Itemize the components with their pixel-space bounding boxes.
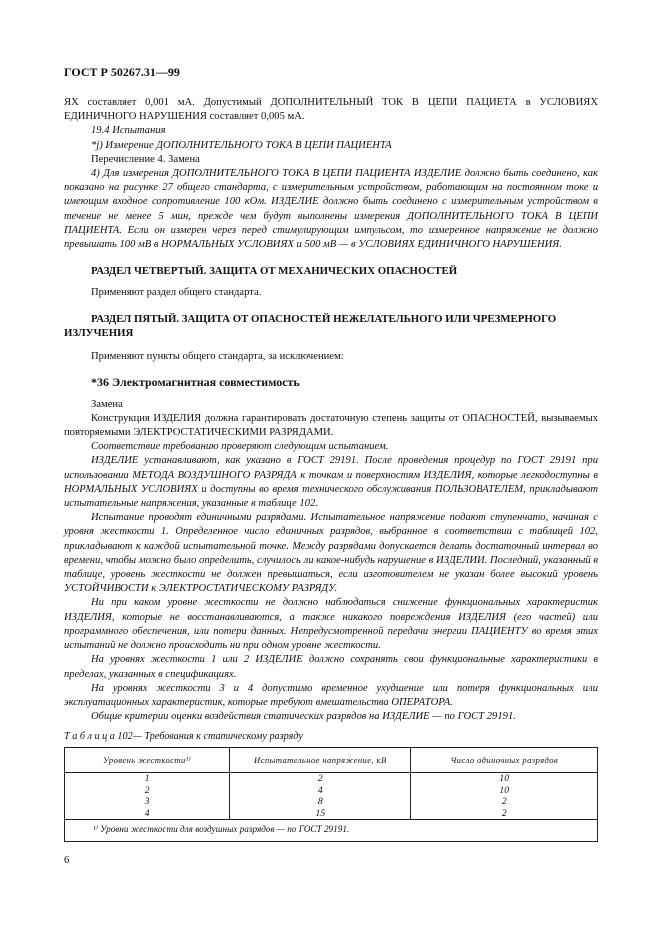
table-cell: 3	[144, 796, 150, 807]
paragraph-p2: 19.4 Испытания	[91, 125, 166, 137]
paragraph-p9: Конструкция ИЗДЕЛИЯ должна гарантировать достаточную степень защиты от ОПАСНОСТЕЙ, вызываемых повторяемыми ЭЛЕКТРОСТАТИЧЕСКИМИ РАЗРЯДАМИ.	[64, 412, 598, 439]
table-header-voltage: Испытательное напряжение, кВ	[230, 748, 411, 773]
paragraph-p8: Замена	[91, 398, 123, 410]
table-cell: 15	[315, 807, 326, 819]
table-footnote-row	[65, 820, 598, 842]
table-cell: 2	[144, 784, 150, 796]
paragraph-p3: *j) Измерение ДОПОЛНИТЕЛЬНОГО ТОКА В ЦЕПИ ПАЦИЕНТА	[91, 139, 392, 151]
table-cell: 4	[144, 807, 150, 819]
page-number: 6	[64, 855, 70, 866]
table-caption	[64, 731, 303, 742]
table-cell: 4	[317, 784, 323, 796]
document-body	[64, 96, 598, 724]
table-caption-text: — Требования к статическому разряду	[132, 731, 303, 742]
paragraph-p6: Применяют раздел общего стандарта.	[91, 287, 262, 299]
table-col-count	[411, 773, 598, 820]
table-cell: 8	[317, 796, 323, 807]
paragraph-s1: РАЗДЕЛ ЧЕТВЕРТЫЙ. ЗАЩИТА ОТ МЕХАНИЧЕСКИХ ОПАСНОСТЕЙ	[91, 265, 458, 278]
table-cell: 10	[499, 784, 510, 796]
paragraph-p1: ЯХ составляет 0,001 мА. Допустимый ДОПОЛНИТЕЛЬНЫЙ ТОК В ЦЕПИ ПАЦИЕТА в УСЛОВИЯХ ЕДИНИЧНОГО НАРУШЕНИЯ составляет 0,005 мА.	[64, 97, 598, 123]
paragraph-s2: РАЗДЕЛ ПЯТЫЙ. ЗАЩИТА ОТ ОПАСНОСТЕЙ НЕЖЕЛАТЕЛЬНОГО ИЛИ ЧРЕЗМЕРНОГО ИЗЛУЧЕНИЯ	[64, 313, 557, 340]
table-cell: 2	[317, 773, 323, 784]
table-header-level: Уровень жесткости¹⁾	[65, 748, 230, 773]
paragraph-p10: Соответствие требованию проверяют следующим испытанием.	[91, 441, 389, 453]
paragraph-p14: На уровнях жесткости 1 или 2 ИЗДЕЛИЕ должно сохранять свои функциональные характеристики в пределах, указанных в спецификациях.	[64, 654, 598, 680]
table-caption-prefix: Т а б л и ц а 102	[64, 731, 133, 742]
paragraph-s3: *36 Электромагнитная совместимость	[91, 374, 300, 389]
table-cell: 10	[499, 773, 510, 784]
paragraph-p12: Испытание проводят единичными разрядами. Испытательное напряжение подают ступенчато, начиная с уровня жесткости 1. Определенное число единичных разрядов, выбранное в соответствии с таблицей 102, прикладывают к каждой испытательной точке. Между разрядами допускается делать достаточный интервал во времени, чтобы можно было определить, случилось ли какое-нибудь нарушение в ИЗДЕЛИИ. Последний, указанный в таблице, уровень жесткости не должен превышаться, если изготовителем не указан более высокий уровень УСТОЙЧИВОСТИ к ЭЛЕКТРОСТАТИЧЕСКОМУ РАЗРЯДУ.	[64, 512, 598, 595]
paragraph-p5: 4) Для измерения ДОПОЛНИТЕЛЬНОГО ТОКА В ЦЕПИ ПАЦИЕНТА ИЗДЕЛИЕ должно быть соединено, как показано на рисунке 27 общего стандарта, с измерительным устройством, работающим на постоянном токе и имеющим входное сопротивление 100 кОм. ИЗДЕЛИЕ должно быть соединено с измерительным устройством в течение не менее 5 мин, прежде чем будут выполнены измерения ДОПОЛНИТЕЛЬНОГО ТОКА В ЦЕПИ ПАЦИЕНТА. Если он измерен через перед стимулирующим импульсом, то измеренное напряжение не должно превышать 100 мВ в НОРМАЛЬНЫХ УСЛОВИЯХ и 500 мВ — в УСЛОВИЯХ ЕДИНИЧНОГО НАРУШЕНИЯ.	[64, 168, 598, 251]
paragraph-p4: Перечисление 4. Замена	[91, 153, 200, 165]
table-col-level	[65, 773, 230, 820]
table-cell: 2	[501, 796, 507, 807]
paragraph-p13: Ни при каком уровне жесткости не должно наблюдаться снижение функциональных характеристик ИЗДЕЛИЯ, которые не восстанавливаются, а также никакого повреждения ИЗДЕЛИЯ (его частей) или программного обеспечения, или потери данных. Непредусмотренной передачи энергии ПАЦИЕНТУ во время этих испытаний не должно происходить ни при одном уровне жесткости.	[64, 597, 598, 652]
table-footnote: ¹⁾ Уровни жесткости для воздушных разрядов — по ГОСТ 29191.	[65, 820, 598, 842]
paragraph-p11: ИЗДЕЛИЕ устанавливают, как указано в ГОСТ 29191. После проведения процедур по ГОСТ 29191 при использовании МЕТОДА ВОЗДУШНОГО РАЗРЯДА к точкам и поверхностям ИЗДЕЛИЯ, которые легкодоступны в НОРМАЛЬНЫХ УСЛОВИЯХ и доступны во время технического обслуживания ПОЛЬЗОВАТЕЛЕМ, прикладывают испытательные напряжения, указанные в таблице 102.	[64, 455, 598, 510]
document-header: ГОСТ Р 50267.31—99	[64, 65, 180, 79]
paragraph-p16: Общие критерии оценки воздействия статических разрядов на ИЗДЕЛИЕ — по ГОСТ 29191.	[91, 711, 516, 723]
table-col-voltage	[230, 773, 411, 820]
paragraph-p7: Применяют пункты общего стандарта, за исключением:	[91, 351, 344, 363]
table-header-count: Число одиночных разрядов	[411, 748, 598, 773]
table-cell: 1	[144, 773, 150, 784]
table-body-row	[65, 773, 598, 820]
table-cell: 2	[501, 807, 507, 819]
static-discharge-table	[64, 747, 598, 842]
paragraph-p15: На уровнях жесткости 3 и 4 допустимо временное ухудшение или потеря функциональных или эксплуатационных характеристик, которые требуют вмешательства ОПЕРАТОРА.	[64, 682, 598, 708]
table-header-row	[65, 748, 598, 773]
